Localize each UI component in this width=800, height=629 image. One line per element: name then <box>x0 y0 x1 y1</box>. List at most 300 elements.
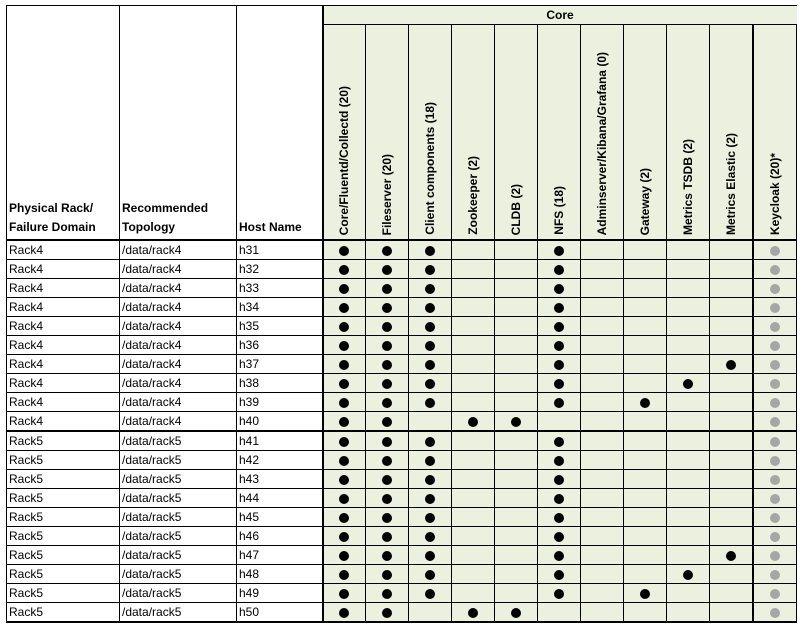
host-cell: h42 <box>237 451 323 470</box>
table-row <box>7 279 797 298</box>
topology-cell: /data/rack5 <box>120 527 237 546</box>
service-cell <box>366 412 409 432</box>
service-cell <box>409 584 452 603</box>
service-cell <box>323 546 366 565</box>
service-cell <box>452 565 495 584</box>
assigned-dot-icon <box>770 246 780 256</box>
service-cell <box>710 603 753 623</box>
service-cell <box>581 489 624 508</box>
service-cell <box>667 527 710 546</box>
table-body <box>7 240 797 622</box>
service-cell <box>323 431 366 451</box>
host-cell: h31 <box>237 240 323 260</box>
host-cell: h46 <box>237 527 323 546</box>
service-cell <box>538 489 581 508</box>
service-cell <box>409 355 452 374</box>
assigned-dot-icon <box>382 532 392 542</box>
service-cell <box>495 508 538 527</box>
service-cell <box>710 584 753 603</box>
topology-cell: /data/rack5 <box>120 603 237 623</box>
assigned-dot-icon <box>382 341 392 351</box>
service-cell <box>366 451 409 470</box>
assigned-dot-icon <box>425 513 435 523</box>
service-cell <box>624 565 667 584</box>
service-header <box>667 25 710 241</box>
service-cell <box>667 603 710 623</box>
service-cell <box>710 393 753 412</box>
assigned-dot-icon <box>425 341 435 351</box>
assigned-dot-icon <box>640 589 650 599</box>
service-cell <box>753 317 797 336</box>
rack-cell: Rack4 <box>7 260 120 279</box>
service-cell <box>409 451 452 470</box>
host-cell: h33 <box>237 279 323 298</box>
service-cell <box>624 240 667 260</box>
service-cell <box>581 565 624 584</box>
assigned-dot-icon <box>554 246 564 256</box>
service-cell <box>323 412 366 432</box>
service-cell <box>452 451 495 470</box>
service-cell <box>409 603 452 623</box>
service-layout-table <box>6 5 797 623</box>
service-cell <box>495 374 538 393</box>
service-cell <box>581 355 624 374</box>
service-cell <box>624 508 667 527</box>
host-cell: h40 <box>237 412 323 432</box>
service-header-label: Client components (18) <box>423 102 437 235</box>
topology-cell: /data/rack4 <box>120 260 237 279</box>
assigned-dot-icon <box>726 360 736 370</box>
service-cell <box>495 279 538 298</box>
topology-cell: /data/rack4 <box>120 355 237 374</box>
assigned-dot-icon <box>554 341 564 351</box>
topology-cell: /data/rack5 <box>120 565 237 584</box>
service-header <box>538 25 581 241</box>
service-cell <box>624 298 667 317</box>
topology-cell: /data/rack4 <box>120 374 237 393</box>
service-cell <box>538 508 581 527</box>
assigned-dot-icon <box>339 551 349 561</box>
table-row <box>7 546 797 565</box>
service-cell <box>581 298 624 317</box>
service-cell <box>323 298 366 317</box>
assigned-dot-icon <box>554 513 564 523</box>
service-cell <box>538 412 581 432</box>
service-cell <box>581 279 624 298</box>
topology-cell: /data/rack5 <box>120 451 237 470</box>
service-cell <box>323 374 366 393</box>
service-cell <box>538 374 581 393</box>
service-cell <box>323 393 366 412</box>
table-row <box>7 603 797 623</box>
service-cell <box>452 431 495 451</box>
service-cell <box>495 240 538 260</box>
assigned-dot-icon <box>382 570 392 580</box>
service-cell <box>366 527 409 546</box>
assigned-dot-icon <box>554 532 564 542</box>
assigned-dot-icon <box>425 379 435 389</box>
service-header-label: Zookeeper (2) <box>466 156 480 235</box>
table-row <box>7 489 797 508</box>
service-cell <box>667 565 710 584</box>
host-cell: h39 <box>237 393 323 412</box>
service-cell <box>323 584 366 603</box>
service-cell <box>753 527 797 546</box>
assigned-dot-icon <box>425 360 435 370</box>
service-cell <box>366 260 409 279</box>
assigned-dot-icon <box>554 398 564 408</box>
rack-cell: Rack4 <box>7 298 120 317</box>
service-header-label: Gateway (2) <box>638 167 652 235</box>
assigned-dot-icon <box>339 246 349 256</box>
assigned-dot-icon <box>554 379 564 389</box>
table-row <box>7 260 797 279</box>
service-cell <box>710 527 753 546</box>
service-cell <box>624 355 667 374</box>
service-cell <box>495 565 538 584</box>
service-cell <box>581 451 624 470</box>
topology-cell: /data/rack4 <box>120 240 237 260</box>
service-cell <box>409 317 452 336</box>
service-cell <box>495 546 538 565</box>
topology-cell: /data/rack5 <box>120 584 237 603</box>
service-cell <box>710 336 753 355</box>
table-row <box>7 584 797 603</box>
service-cell <box>495 355 538 374</box>
assigned-dot-icon <box>770 265 780 275</box>
host-cell: h35 <box>237 317 323 336</box>
service-header <box>581 25 624 241</box>
host-column-header <box>237 6 323 241</box>
service-cell <box>495 527 538 546</box>
service-cell <box>538 470 581 489</box>
service-cell <box>581 546 624 565</box>
assigned-dot-icon <box>770 494 780 504</box>
topology-cell: /data/rack5 <box>120 489 237 508</box>
service-cell <box>495 489 538 508</box>
service-cell <box>753 431 797 451</box>
assigned-dot-icon <box>339 475 349 485</box>
service-cell <box>495 393 538 412</box>
service-cell <box>452 412 495 432</box>
table-row <box>7 374 797 393</box>
service-cell <box>710 470 753 489</box>
assigned-dot-icon <box>511 608 521 618</box>
service-cell <box>495 470 538 489</box>
assigned-dot-icon <box>425 398 435 408</box>
assigned-dot-icon <box>425 570 435 580</box>
assigned-dot-icon <box>770 379 780 389</box>
topology-cell: /data/rack5 <box>120 546 237 565</box>
assigned-dot-icon <box>382 246 392 256</box>
service-cell <box>409 260 452 279</box>
assigned-dot-icon <box>382 551 392 561</box>
assigned-dot-icon <box>770 417 780 427</box>
service-cell <box>624 584 667 603</box>
service-cell <box>710 317 753 336</box>
service-cell <box>581 584 624 603</box>
topology-cell: /data/rack5 <box>120 470 237 489</box>
service-cell <box>581 412 624 432</box>
host-cell: h49 <box>237 584 323 603</box>
assigned-dot-icon <box>382 322 392 332</box>
service-cell <box>667 508 710 527</box>
service-cell <box>538 336 581 355</box>
service-cell <box>667 431 710 451</box>
assigned-dot-icon <box>382 456 392 466</box>
service-cell <box>581 393 624 412</box>
service-cell <box>538 584 581 603</box>
service-cell <box>409 489 452 508</box>
service-cell <box>753 298 797 317</box>
service-cell <box>753 470 797 489</box>
assigned-dot-icon <box>425 456 435 466</box>
service-cell <box>667 393 710 412</box>
service-cell <box>753 374 797 393</box>
assigned-dot-icon <box>554 265 564 275</box>
assigned-dot-icon <box>770 398 780 408</box>
assigned-dot-icon <box>511 417 521 427</box>
rack-cell: Rack5 <box>7 508 120 527</box>
service-cell <box>495 412 538 432</box>
service-cell <box>667 470 710 489</box>
service-cell <box>667 240 710 260</box>
assigned-dot-icon <box>339 570 349 580</box>
topology-column-header <box>120 6 237 241</box>
table-row <box>7 336 797 355</box>
rack-cell: Rack4 <box>7 374 120 393</box>
service-cell <box>753 240 797 260</box>
rack-header-line1: Physical Rack/ <box>9 201 94 215</box>
rack-cell: Rack5 <box>7 470 120 489</box>
service-header-label: Metrics Elastic (2) <box>723 132 738 235</box>
service-cell <box>366 489 409 508</box>
service-cell <box>409 565 452 584</box>
service-cell <box>366 546 409 565</box>
assigned-dot-icon <box>339 398 349 408</box>
assigned-dot-icon <box>425 437 435 447</box>
assigned-dot-icon <box>382 360 392 370</box>
assigned-dot-icon <box>339 265 349 275</box>
service-cell <box>753 584 797 603</box>
service-header <box>710 25 753 241</box>
spreadsheet <box>6 5 797 623</box>
service-cell <box>624 317 667 336</box>
service-cell <box>710 412 753 432</box>
assigned-dot-icon <box>339 284 349 294</box>
rack-cell: Rack5 <box>7 451 120 470</box>
assigned-dot-icon <box>339 589 349 599</box>
service-header <box>409 25 452 241</box>
service-cell <box>624 546 667 565</box>
rack-cell: Rack5 <box>7 565 120 584</box>
host-cell: h41 <box>237 431 323 451</box>
topology-header-line1: Recommended <box>122 201 209 215</box>
rack-cell: Rack5 <box>7 527 120 546</box>
service-cell <box>409 412 452 432</box>
assigned-dot-icon <box>425 265 435 275</box>
assigned-dot-icon <box>425 589 435 599</box>
service-cell <box>409 336 452 355</box>
host-cell: h45 <box>237 508 323 527</box>
rack-cell: Rack4 <box>7 336 120 355</box>
service-cell <box>538 603 581 623</box>
service-cell <box>409 279 452 298</box>
service-cell <box>753 260 797 279</box>
assigned-dot-icon <box>554 551 564 561</box>
host-cell: h34 <box>237 298 323 317</box>
assigned-dot-icon <box>683 570 693 580</box>
service-cell <box>753 412 797 432</box>
topology-cell: /data/rack4 <box>120 393 237 412</box>
host-cell: h36 <box>237 336 323 355</box>
service-cell <box>710 489 753 508</box>
assigned-dot-icon <box>554 284 564 294</box>
table-row <box>7 317 797 336</box>
assigned-dot-icon <box>339 437 349 447</box>
assigned-dot-icon <box>339 303 349 313</box>
host-cell: h48 <box>237 565 323 584</box>
assigned-dot-icon <box>770 322 780 332</box>
service-cell <box>495 431 538 451</box>
rack-cell: Rack5 <box>7 431 120 451</box>
assigned-dot-icon <box>770 360 780 370</box>
service-cell <box>710 240 753 260</box>
service-cell <box>581 240 624 260</box>
assigned-dot-icon <box>770 303 780 313</box>
service-cell <box>581 508 624 527</box>
service-cell <box>409 298 452 317</box>
service-cell <box>409 527 452 546</box>
service-cell <box>624 451 667 470</box>
service-cell <box>667 355 710 374</box>
service-cell <box>323 317 366 336</box>
assigned-dot-icon <box>339 532 349 542</box>
rack-cell: Rack4 <box>7 355 120 374</box>
assigned-dot-icon <box>726 551 736 561</box>
service-cell <box>323 489 366 508</box>
service-cell <box>710 451 753 470</box>
assigned-dot-icon <box>339 456 349 466</box>
service-cell <box>366 336 409 355</box>
service-header-label: Fileserver (20) <box>380 153 394 235</box>
service-cell <box>624 603 667 623</box>
service-cell <box>624 279 667 298</box>
service-cell <box>581 431 624 451</box>
service-cell <box>323 470 366 489</box>
service-cell <box>538 431 581 451</box>
service-cell <box>581 374 624 393</box>
assigned-dot-icon <box>554 589 564 599</box>
service-cell <box>409 431 452 451</box>
service-cell <box>409 393 452 412</box>
rack-cell: Rack4 <box>7 279 120 298</box>
service-cell <box>452 240 495 260</box>
host-cell: h32 <box>237 260 323 279</box>
table-row <box>7 412 797 432</box>
assigned-dot-icon <box>382 608 392 618</box>
service-header-label: Keycloak (20)* <box>767 152 782 235</box>
service-cell <box>323 603 366 623</box>
table-row <box>7 451 797 470</box>
assigned-dot-icon <box>425 322 435 332</box>
rack-cell: Rack4 <box>7 240 120 260</box>
service-cell <box>323 336 366 355</box>
service-header <box>323 25 366 241</box>
assigned-dot-icon <box>339 379 349 389</box>
service-cell <box>581 527 624 546</box>
assigned-dot-icon <box>382 379 392 389</box>
service-cell <box>753 279 797 298</box>
table-row <box>7 565 797 584</box>
assigned-dot-icon <box>554 322 564 332</box>
service-cell <box>710 260 753 279</box>
assigned-dot-icon <box>425 532 435 542</box>
service-cell <box>667 336 710 355</box>
assigned-dot-icon <box>382 265 392 275</box>
assigned-dot-icon <box>382 417 392 427</box>
host-header-label: Host Name <box>239 220 302 234</box>
service-header-label: CLDB (2) <box>509 183 523 235</box>
service-cell <box>581 260 624 279</box>
assigned-dot-icon <box>554 494 564 504</box>
service-cell <box>667 451 710 470</box>
service-cell <box>366 470 409 489</box>
service-cell <box>624 336 667 355</box>
service-cell <box>710 431 753 451</box>
service-cell <box>624 260 667 279</box>
service-cell <box>366 317 409 336</box>
service-cell <box>667 412 710 432</box>
service-cell <box>581 470 624 489</box>
assigned-dot-icon <box>468 608 478 618</box>
table-row <box>7 470 797 489</box>
service-header <box>624 25 667 241</box>
service-cell <box>366 240 409 260</box>
service-cell <box>495 584 538 603</box>
service-header-label: Metrics TSDB (2) <box>681 138 695 235</box>
service-cell <box>452 527 495 546</box>
service-cell <box>366 603 409 623</box>
service-cell <box>495 336 538 355</box>
service-cell <box>753 451 797 470</box>
service-cell <box>452 508 495 527</box>
assigned-dot-icon <box>382 513 392 523</box>
service-cell <box>409 470 452 489</box>
service-cell <box>409 240 452 260</box>
table-row <box>7 355 797 374</box>
assigned-dot-icon <box>770 589 780 599</box>
table-row <box>7 527 797 546</box>
host-cell: h47 <box>237 546 323 565</box>
service-cell <box>667 374 710 393</box>
service-cell <box>452 393 495 412</box>
topology-cell: /data/rack4 <box>120 317 237 336</box>
assigned-dot-icon <box>554 456 564 466</box>
service-cell <box>538 546 581 565</box>
service-cell <box>624 393 667 412</box>
service-cell <box>538 527 581 546</box>
service-cell <box>624 412 667 432</box>
service-header-label: Adminserver/Kibana/Grafana (0) <box>595 51 609 235</box>
service-cell <box>624 527 667 546</box>
service-cell <box>323 527 366 546</box>
service-cell <box>323 260 366 279</box>
service-cell <box>753 355 797 374</box>
assigned-dot-icon <box>382 475 392 485</box>
host-cell: h37 <box>237 355 323 374</box>
rack-cell: Rack4 <box>7 393 120 412</box>
